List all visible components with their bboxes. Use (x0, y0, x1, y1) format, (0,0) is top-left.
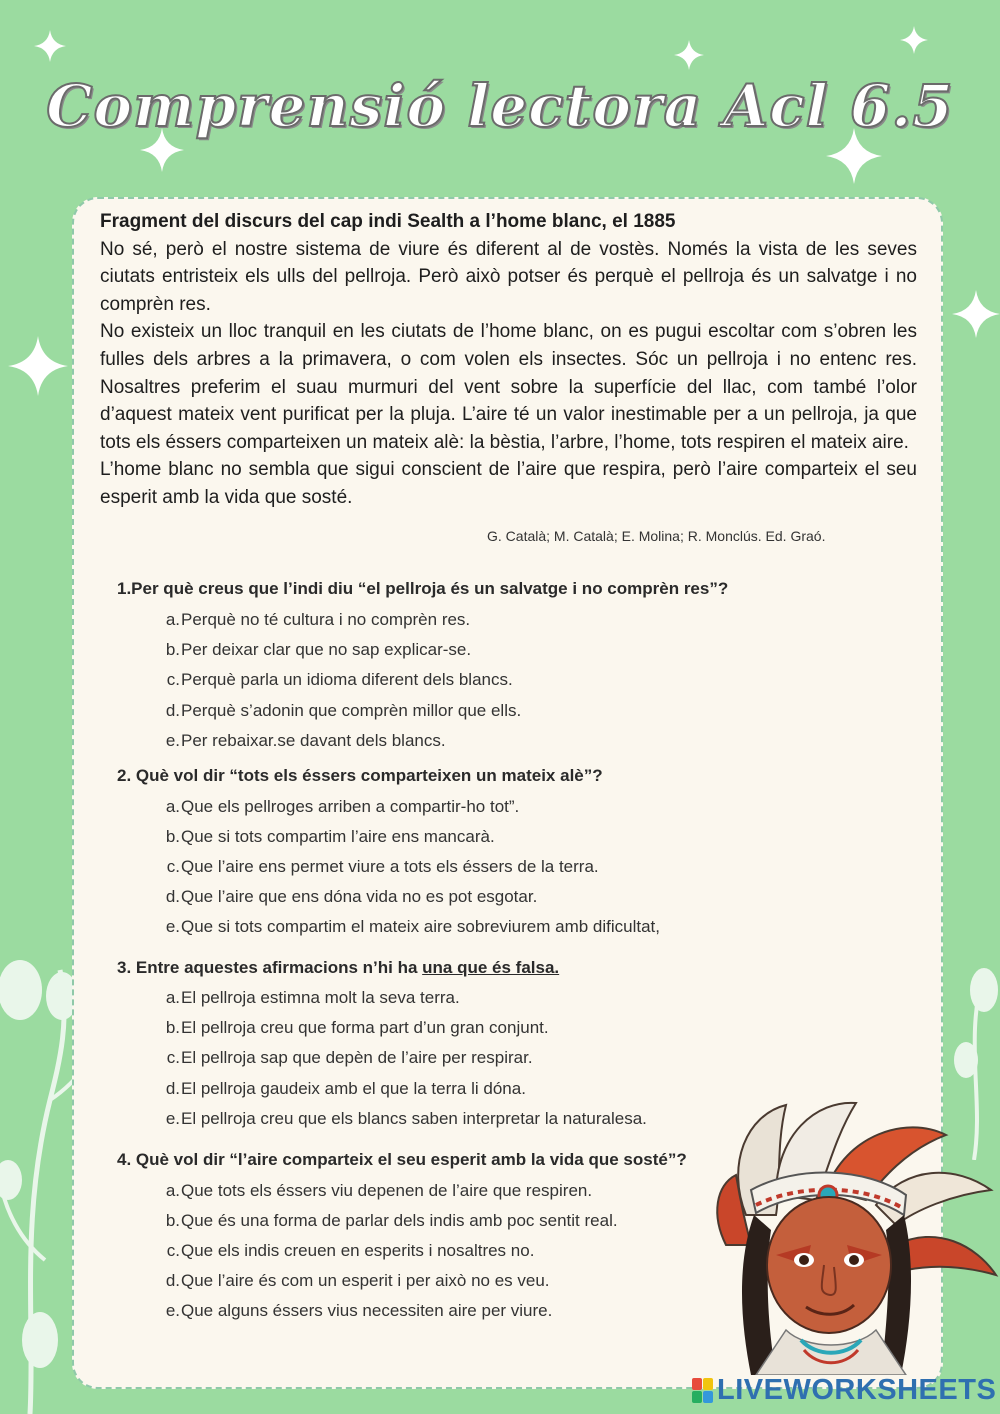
question-2-option-e[interactable] (160, 917, 660, 937)
question-4: 4. Què vol dir “l’aire comparteix el seu esperit amb la vida que sosté”? (117, 1150, 687, 1169)
question-3-underlined: una que és falsa. (422, 958, 560, 977)
native-chief-illustration (706, 1095, 1000, 1375)
option-letter: b. (165, 1211, 180, 1230)
question-1-option-a[interactable] (160, 610, 470, 630)
question-2-option-a[interactable] (160, 797, 519, 817)
option-letter: a. (165, 797, 180, 816)
option-text: Per deixar clar que no sap explicar-se. (181, 640, 472, 659)
question-3-option-b[interactable] (160, 1018, 549, 1038)
option-text: El pellroja creu que forma part d’un gran conjunt. (181, 1018, 549, 1037)
option-letter: e. (165, 1301, 180, 1320)
option-letter: a. (165, 610, 180, 629)
option-text: Que si tots compartim el mateix aire sobreviurem amb dificultat, (181, 917, 661, 936)
option-letter: b. (165, 1018, 180, 1037)
option-text: Que l’aire que ens dóna vida no es pot esgotar. (181, 887, 538, 906)
option-text: Perquè s’adonin que comprèn millor que ells. (181, 701, 522, 720)
option-letter: c. (166, 670, 180, 689)
option-letter: b. (165, 640, 180, 659)
question-2: 2. Què vol dir “tots els éssers comparteixen un mateix alè”? (117, 766, 603, 785)
option-text: El pellroja estimna molt la seva terra. (181, 988, 460, 1007)
question-4-option-a[interactable] (160, 1181, 592, 1201)
question-2-option-b[interactable] (160, 827, 495, 847)
question-3-option-c[interactable] (160, 1048, 533, 1068)
option-letter: d. (165, 701, 180, 720)
reading-text (100, 208, 917, 512)
sparkle-icon (34, 30, 66, 62)
option-letter: a. (165, 988, 180, 1007)
option-letter: d. (165, 1079, 180, 1098)
question-1: 1.Per què creus que l’indi diu “el pellroja és un salvatge i no comprèn res”? (117, 579, 729, 598)
sparkle-icon (674, 40, 704, 70)
reading-title: Fragment del discurs del cap indi Sealth a l’home blanc, el 1885 (100, 211, 676, 232)
question-2-option-d[interactable] (160, 887, 537, 907)
question-3 (117, 958, 559, 978)
question-1-option-c[interactable] (160, 670, 513, 690)
question-2-option-c[interactable] (160, 857, 599, 877)
option-text: Perquè no té cultura i no comprèn res. (181, 610, 471, 629)
question-1-option-e[interactable] (160, 731, 446, 751)
option-letter: a. (165, 1181, 180, 1200)
option-letter: c. (166, 1241, 180, 1260)
option-text: Que si tots compartim l’aire ens mancarà. (181, 827, 495, 846)
question-4-option-b[interactable] (160, 1211, 618, 1231)
option-text: El pellroja sap que depèn de l’aire per respirar. (181, 1048, 533, 1067)
option-letter: c. (166, 857, 180, 876)
option-letter: e. (165, 917, 180, 936)
question-4-option-d[interactable] (160, 1271, 550, 1291)
live-badge-icon (692, 1378, 714, 1404)
question-3-option-d[interactable] (160, 1079, 526, 1099)
reading-paragraph: L’home blanc no sembla que sigui conscient de l’aire que respira, però l’aire comparteix el seu esperit amb la vida que sosté. (100, 459, 917, 508)
sparkle-icon (8, 336, 68, 396)
reading-credit: G. Català; M. Català; E. Molina; R. Monclús. Ed. Graó. (487, 528, 826, 544)
option-letter: d. (165, 887, 180, 906)
option-text: El pellroja gaudeix amb el que la terra li dóna. (181, 1079, 526, 1098)
option-letter: e. (165, 1109, 180, 1128)
option-text: Perquè parla un idioma diferent dels blancs. (181, 670, 513, 689)
option-letter: d. (165, 1271, 180, 1290)
option-letter: c. (166, 1048, 180, 1067)
question-1-option-d[interactable] (160, 701, 521, 721)
option-text: Que és una forma de parlar dels indis amb poc sentit real. (181, 1211, 618, 1230)
question-3-option-a[interactable] (160, 988, 460, 1008)
question-3-text: 3. Entre aquestes afirmacions n’hi ha (117, 958, 423, 977)
liveworksheets-logo[interactable] (692, 1374, 996, 1407)
option-text: El pellroja creu que els blancs saben interpretar la naturalesa. (181, 1109, 647, 1128)
question-4-option-e[interactable] (160, 1301, 552, 1321)
option-text: Que tots els éssers viu depenen de l’aire que respiren. (181, 1181, 593, 1200)
option-text: Que alguns éssers vius necessiten aire per viure. (181, 1301, 553, 1320)
option-letter: b. (165, 827, 180, 846)
page-title: Comprensió lectora Acl 6.5 (46, 72, 954, 140)
reading-paragraph: No sé, però el nostre sistema de viure és diferent al de vostès. Només la vista de les seves ciutats entristeix els ulls del pellroja. Però això potser és perquè el pellroja és un salvatge i no comprèn res. (100, 238, 917, 315)
question-3-option-e[interactable] (160, 1109, 647, 1129)
reading-paragraph: No existeix un lloc tranquil en les ciutats de l’home blanc, on es pugui escoltar com s’obren les fulles dels arbres a la primavera, o com volen els insectes. Sóc un pellroja i no entenc res. Nosaltres preferim el suau murmuri del vent sobre la superfície del llac, com també l’olor d’aquest mateix vent purificat per la pluja. L’aire té un valor inestimable per a un pellroja, ja que tots els éssers comparteixen un mateix alè: la bèstia, l’arbre, l’home, tots respiren el mateix aire. (100, 321, 917, 453)
logo-text: LIVEWORKSHEETS (717, 1374, 997, 1406)
sparkle-icon (900, 26, 928, 54)
option-text: Que els pellroges arriben a compartir-ho tot”. (181, 797, 520, 816)
question-4-option-c[interactable] (160, 1241, 534, 1261)
option-text: Per rebaixar.se davant dels blancs. (181, 731, 446, 750)
option-letter: e. (165, 731, 180, 750)
option-text: Que l’aire és com un esperit i per això no es veu. (181, 1271, 550, 1290)
option-text: Que l’aire ens permet viure a tots els éssers de la terra. (181, 857, 599, 876)
sparkle-icon (952, 290, 1000, 338)
option-text: Que els indis creuen en esperits i nosaltres no. (181, 1241, 535, 1260)
question-1-option-b[interactable] (160, 640, 471, 660)
